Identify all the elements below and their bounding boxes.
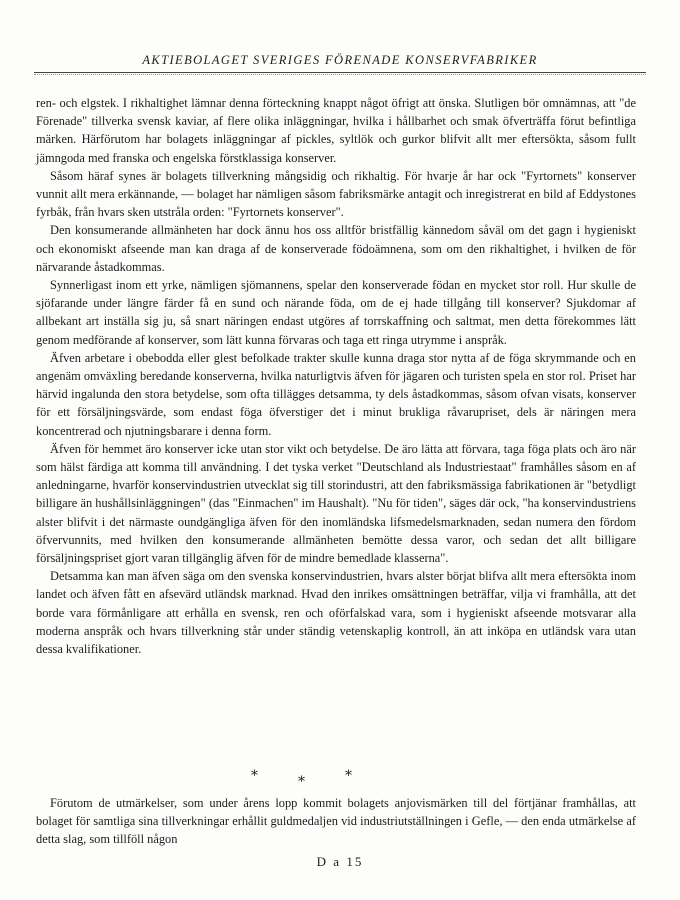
signature-mark: D a 15 (316, 854, 364, 869)
paragraph: Äfven arbetare i obebodda eller glest befolkade trakter skulle kunna draga stor nytta af de föga skrymmande och en angenäm omväxling beredande konserverna, hvilka naturligtvis äfven för jägaren och turisten spela en stor rol. Priset har härvid ingalunda den stora betydelse, som ofta tillägges detsamma, ty dels åstadkommas, såsom ofvan visats, konserver för ett försäljningsvärde, som endast föga öfverstiger det i minut brukliga råvarupriset, dels är näringen mera koncentrerad och njutningsbarare i denna form. (36, 350, 636, 438)
section-break-asterisks (36, 768, 636, 790)
asterisk: * (345, 768, 352, 784)
header-rule-dotted (34, 74, 646, 75)
header-rule (34, 72, 646, 73)
asterisk: * (298, 774, 305, 790)
running-header: AKTIEBOLAGET SVERIGES FÖRENADE KONSERVFABRIKER (142, 53, 538, 67)
paragraph: Äfven för hemmet äro konserver icke utan stor vikt och betydelse. De äro lätta att förvara, taga föga plats och äro när som hälst färdiga att komma till användning. I det tyska verket "Deutschland als Industriestaat" framhålles såsom en af anledningarne, hvarför konservindustrien utvecklat sig till storindustri, att den fabriksmässiga fabrikationen är "betydligt billigare än hushållsinläggningen" (das "Einmachen" im Haushalt). "Nu för tiden", säges där ock, "ha konservindustriens alster blifvit i det närmaste oundgängliga äfven för den inomländska lifsmedelsmarknaden, sedan numera den fördom öfvervunnits, med hvilken den konsumerande allmänheten bemötte dessa varor, och sedan det allt billigare försäljningspriset gjort varan tillgänglig äfven för de mindre bemedlade klasserna". (36, 441, 636, 566)
paragraph: Såsom häraf synes är bolagets tillverkning mångsidig och rikhaltig. För hvarje år har ock "Fyrtornets" konserver vunnit allt mera erkännande, — bolaget har nämligen såsom fabriksmärke antagit och inregistrerat en bild af Eddystones fyrbåk, från hvars sken utstråla orden: "Fyrtornets konserver". (36, 168, 636, 220)
body-text (36, 94, 636, 658)
paragraph: Synnerligast inom ett yrke, nämligen sjömannens, spelar den konserverade födan en mycket stor roll. Hur skulle de sjöfarande under längre färder få en sund och närande föda, om de ej hade tillgång till konserver? Sjukdomar af allbekant art inställa sig ju, så snart näringen endast utgöres af torrskaffning och saltmat, men detta förekommes lätt genom medförande af konserver, som lätt kunna förvaras och taga ett ringa utrymme i anspråk. (36, 278, 636, 347)
asterisk: * (251, 768, 258, 784)
paragraph: Den konsumerande allmänheten har dock ännu hos oss alltför bristfällig kännedom såväl om det gagn i hygieniskt och ekonomiskt afseende man kan draga af de konserverade födoämnena, som om den rikhaltighet, i hvilken de för närvarande åstadkommas. (36, 223, 636, 274)
paragraph: Förutom de utmärkelser, som under årens lopp kommit bolagets anjovismärken till del förtjänar framhållas, att bolaget för samtliga sina tillverkningar erhållit guldmedaljen vid industriutställningen i Gefle, — den enda utmärkelse af detta slag, som tillföll någon (36, 796, 636, 847)
paragraph: Detsamma kan man äfven säga om den svenska konservindustrien, hvars alster börjat blifva allt mera eftersökta inom landet och äfven fått en afsevärd utländsk marknad. Hvad den inrikes omsättningen beträffar, vilja vi framhålla, att det borde vara förmånligare att erhålla en svensk, ren och oförfalskad vara, som i hygieniskt afseende motsvarar alla moderna anspråk och hvars tillverkning står under ständig vetenskaplig kontroll, än att inköpa en utländsk vara utan dessa kvalifikationer. (36, 569, 636, 657)
closing-text (36, 794, 636, 849)
paragraph: ren- och elgstek. I rikhaltighet lämnar denna förteckning knappt något öfrigt att önska. Slutligen bör omnämnas, att "de Förenade" tillverka svensk kaviar, af flere olika inläggningar, hvilka i hållbarhet och smak öfverträffa förut befintliga märken. Härförutom har bolagets inläggningar af pickles, syltlök och gurkor blifvit allt mer eftersökta, såsom fullt jämngoda med franska och engelska förstklassiga konserver. (36, 96, 636, 165)
